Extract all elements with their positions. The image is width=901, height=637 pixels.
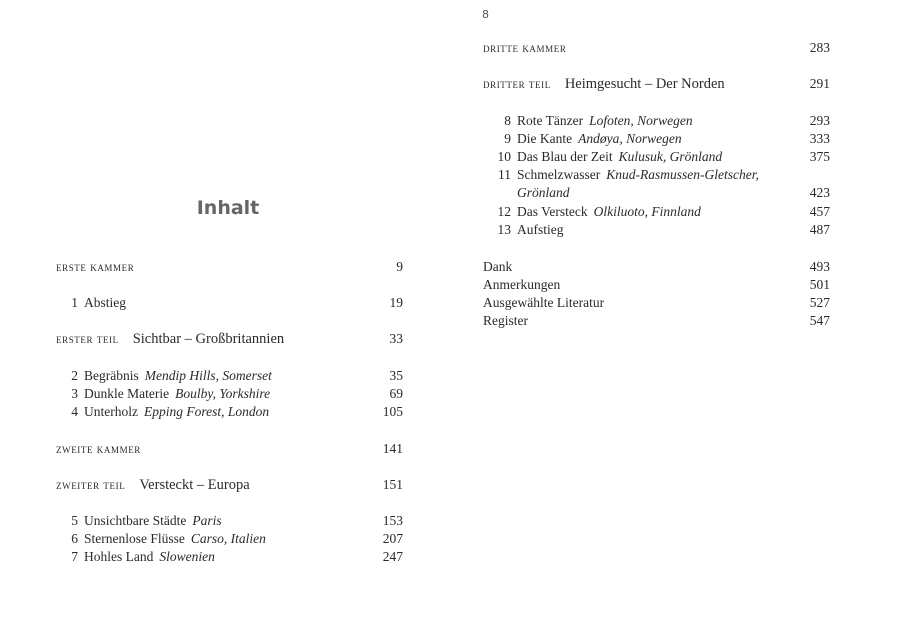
part-label: dritter teil [483,77,551,91]
toc-entry-chapter-11[interactable] [483,166,830,202]
toc-entry-chapter-2[interactable] [56,367,403,385]
toc-entry-chapter-5[interactable] [56,512,403,530]
chapter-title: Unsichtbare Städte [84,513,187,528]
page-number: 151 [382,477,403,492]
chapter-title: Unterholz [84,404,138,419]
toc-title: Inhalt [196,197,260,219]
page-number: 35 [389,368,403,383]
toc-entry-chapter-8[interactable] [483,112,830,130]
toc-entry-chapter-4[interactable] [56,403,403,421]
toc-entry-chapter-1[interactable] [56,294,403,312]
page-number: 141 [382,441,403,456]
page-number: 493 [809,259,830,274]
part-title: Versteckt – Europa [139,477,250,493]
back-matter-title: Register [483,313,528,328]
part-title: Heimgesucht – Der Norden [564,76,725,92]
toc-entry-zweite-kammer[interactable] [56,440,403,458]
part-title: Sichtbar – Großbritannien [132,331,285,347]
chapter-place: Kulusuk, Grönland [618,149,723,164]
page-number: 9 [396,259,403,274]
chapter-number: 8 [504,113,511,128]
chapter-place: Epping Forest, London [143,404,270,419]
page-number: 457 [809,204,830,219]
toc-entry-literatur[interactable] [483,294,830,312]
section-label: zweite kammer [56,442,141,456]
chapter-title: Schmelzwasser [517,167,601,182]
chapter-title: Abstieg [84,295,126,310]
chapter-place: Boulby, Yorkshire [175,386,271,401]
page-number: 283 [809,40,830,55]
chapter-number: 2 [71,368,78,383]
back-matter-title: Anmerkungen [483,277,561,292]
section-label: dritte kammer [483,41,567,55]
chapter-number: 10 [497,149,511,164]
chapter-title: Dunkle Materie [84,386,170,401]
page-number: 33 [389,331,403,346]
chapter-title: Begräbnis [84,368,139,383]
page-number: 423 [809,185,830,200]
chapter-title: Das Versteck [517,204,588,219]
section-label: erste kammer [56,260,135,274]
back-matter-title: Ausgewählte Literatur [483,295,605,310]
back-matter-title: Dank [483,259,513,274]
page-number: 247 [382,549,403,564]
chapter-number: 7 [71,549,78,564]
chapter-title: Aufstieg [517,222,564,237]
page-number: 293 [809,113,830,128]
toc-entry-dritte-kammer[interactable] [483,39,830,57]
chapter-number: 13 [497,222,511,237]
chapter-title: Hohles Land [84,549,154,564]
chapter-place: Knud-Rasmussen-Gletscher, [606,167,759,182]
chapter-place: Paris [192,513,222,528]
chapter-place: Olkiluoto, Finnland [593,204,701,219]
page-number: 527 [809,295,830,310]
page-number: 333 [809,131,830,146]
folio: 8 [482,8,489,21]
chapter-line-2 [483,184,830,202]
page-number: 547 [809,313,830,328]
chapter-title: Sternenlose Flüsse [84,531,185,546]
part-label: zweiter teil [56,478,126,492]
chapter-place: Lofoten, Norwegen [589,113,693,128]
page-number: 207 [382,531,403,546]
chapter-number: 5 [71,513,78,528]
toc-entry-register[interactable] [483,312,830,330]
chapter-place: Andøya, Norwegen [578,131,682,146]
chapter-number: 3 [71,386,78,401]
page-number: 153 [382,513,403,528]
chapter-place: Mendip Hills, Somerset [144,368,272,383]
page-number: 291 [809,76,830,91]
chapter-number: 4 [71,404,78,419]
left-page [0,0,450,637]
chapter-title: Das Blau der Zeit [517,149,613,164]
chapter-title: Die Kante [517,131,573,146]
chapter-place: Slowenien [159,549,215,564]
chapter-number: 1 [71,295,78,310]
page-number: 501 [809,277,830,292]
toc-entry-chapter-12[interactable] [483,203,830,221]
toc-entry-chapter-10[interactable] [483,148,830,166]
chapter-line-1 [483,166,830,184]
toc-entry-zweiter-teil[interactable] [56,476,403,494]
toc-entry-dank[interactable] [483,258,830,276]
page-number: 19 [389,295,403,310]
toc-entry-erster-teil[interactable] [56,330,403,348]
chapter-number: 9 [504,131,511,146]
chapter-number: 11 [498,167,511,182]
part-label: erster teil [56,332,119,346]
toc-entry-dritter-teil[interactable] [483,75,830,93]
chapter-number: 6 [71,531,78,546]
chapter-title: Rote Tänzer [517,113,584,128]
toc-entry-chapter-6[interactable] [56,530,403,548]
page-number: 105 [382,404,403,419]
toc-entry-chapter-13[interactable] [483,221,830,239]
chapter-number: 12 [497,204,511,219]
toc-entry-chapter-3[interactable] [56,385,403,403]
toc-entry-anmerkungen[interactable] [483,276,830,294]
toc-entry-chapter-7[interactable] [56,548,403,566]
page-number: 375 [809,149,830,164]
toc-entry-chapter-9[interactable] [483,130,830,148]
page-number: 69 [389,386,403,401]
page-number: 487 [809,222,830,237]
toc-entry-erste-kammer[interactable] [56,258,403,276]
chapter-place: Carso, Italien [190,531,266,546]
chapter-place-continued: Grönland [517,185,570,200]
